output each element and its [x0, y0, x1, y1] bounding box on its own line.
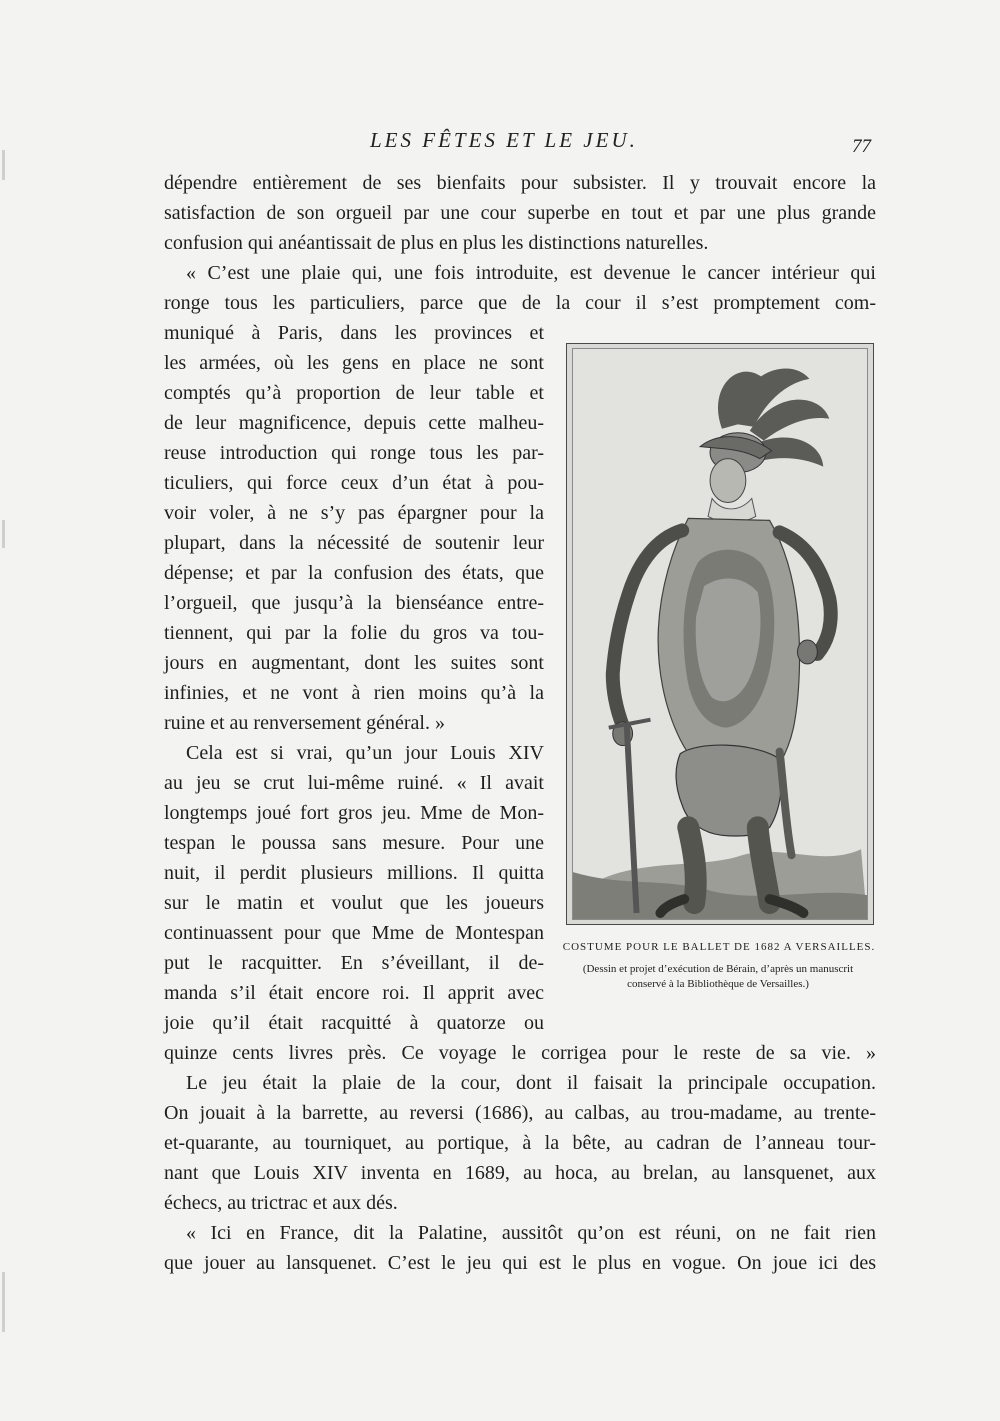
text-line: infinies, et ne vont à rien moins qu’à la — [164, 682, 544, 704]
text-line: quinze cents livres près. Ce voyage le corrigea pour le reste de sa vie. » — [164, 1042, 876, 1064]
text-line: Cela est si vrai, qu’un jour Louis XIV — [186, 742, 544, 764]
illustration-caption-note: (Dessin et projet d’exécution de Bérain, d’après un manuscrit conservé à la Bibliothèque de Versailles.) — [582, 963, 854, 990]
text-line: Le jeu était la plaie de la cour, dont il faisait la principale occupation. — [186, 1072, 876, 1094]
text-line: que jouer au lansquenet. C’est le jeu qui est le plus en vogue. On joue ici des — [164, 1252, 876, 1274]
text-line: muniqué à Paris, dans les provinces et — [164, 322, 544, 344]
text-line: On jouait à la barrette, au reversi (1686), au calbas, au trou-madame, au trente- — [164, 1102, 876, 1124]
text-line: satisfaction de son orgueil par une cour superbe en tout et par une plus grande — [164, 202, 876, 224]
text-line: sur le matin et voulut que les joueurs — [164, 892, 544, 914]
left-page-edge — [2, 520, 5, 548]
illustration-image — [572, 348, 868, 920]
text-line: dépendre entièrement de ses bienfaits pour subsister. Il y trouvait encore la — [164, 172, 876, 194]
text-line: ticuliers, qui force ceux d’un état à pou- — [164, 472, 544, 494]
text-line: « Ici en France, dit la Palatine, aussitôt qu’on est réuni, on ne fait rien — [186, 1222, 876, 1244]
page-number: 77 — [852, 136, 871, 157]
text-line: voir voler, à ne s’y pas épargner pour la — [164, 502, 544, 524]
text-line: de leur magnificence, depuis cette malheu- — [164, 412, 544, 434]
text-line: continuassent pour que Mme de Montespan — [164, 922, 544, 944]
text-line: ruine et au renversement général. » — [164, 712, 445, 734]
text-line: manda s’il était encore roi. Il apprit avec — [164, 982, 544, 1004]
text-line: l’orgueil, que jusqu’à la bienséance entre- — [164, 592, 544, 614]
text-line: et-quarante, au tourniquet, au portique, à la bête, au cadran de l’anneau tour- — [164, 1132, 876, 1154]
text-line: nuit, il perdit plusieurs millions. Il quitta — [164, 862, 544, 884]
text-line: longtemps joué fort gros jeu. Mme de Mon- — [164, 802, 544, 824]
text-line: jours en augmentant, dont les suites sont — [164, 652, 544, 674]
text-line: au jeu se crut lui-même ruiné. « Il avait — [164, 772, 544, 794]
costume-figure-drawing — [573, 349, 867, 919]
text-line: « C’est une plaie qui, une fois introduite, est devenue le cancer intérieur qui — [186, 262, 876, 284]
text-line: confusion qui anéantissait de plus en plus les distinctions naturelles. — [164, 232, 709, 254]
text-line: joie qu’il était racquitté à quatorze ou — [164, 1012, 544, 1034]
text-line: dépense; et par la confusion des états, que — [164, 562, 544, 584]
text-line: échecs, au trictrac et aux dés. — [164, 1192, 398, 1214]
text-line: plupart, dans la nécessité de soutenir leur — [164, 532, 544, 554]
left-page-edge — [2, 1272, 5, 1332]
costume-illustration — [566, 343, 874, 925]
text-line: nant que Louis XIV inventa en 1689, au hoca, au brelan, au lansquenet, aux — [164, 1162, 876, 1184]
text-line: comptés qu’à proportion de leur table et — [164, 382, 544, 404]
text-line: les armées, où les gens en place ne sont — [164, 352, 544, 374]
text-line: tespan le poussa sans mesure. Pour une — [164, 832, 544, 854]
text-line: ronge tous les particuliers, parce que de la cour il s’est promptement com- — [164, 292, 876, 314]
illustration-caption-title: COSTUME POUR LE BALLET DE 1682 A VERSAILLES. — [562, 941, 876, 953]
left-page-edge — [2, 150, 5, 180]
running-title: LES FÊTES ET LE JEU. — [370, 128, 638, 152]
text-line: put le racquitter. En s’éveillant, il de- — [164, 952, 544, 974]
text-line: reuse introduction qui ronge tous les par- — [164, 442, 544, 464]
text-line: tiennent, qui par la folie du gros va tou- — [164, 622, 544, 644]
